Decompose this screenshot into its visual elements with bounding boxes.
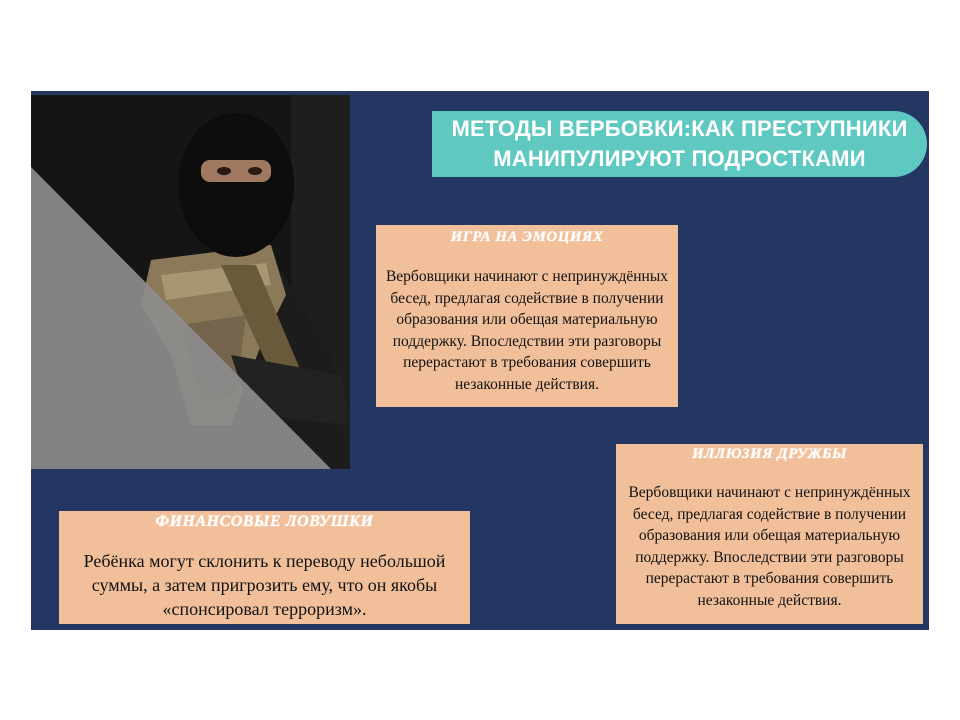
title-banner xyxy=(432,111,927,177)
slide-title: МЕТОДЫ ВЕРБОВКИ:КАК ПРЕСТУПНИКИ МАНИПУЛИРУЮТ ПОДРОСТКАМИ xyxy=(451,116,908,171)
card-heading: ФИНАНСОВЫЕ ЛОВУШКИ xyxy=(155,513,374,530)
card-emotions xyxy=(376,225,678,407)
slide xyxy=(31,91,929,630)
card-heading: ИГРА НА ЭМОЦИЯХ xyxy=(450,229,604,245)
card-body: Вербовщики начинают с непринуждённых бесед, предлагая содействие в получении образования или обещая материальную поддержку. Впоследствии эти разговоры перерастают в требования совершить незаконные действия. xyxy=(628,484,911,609)
card-body: Вербовщики начинают с непринуждённых бесед, предлагая содействие в получении образования или обещая материальную поддержку. Впоследствии эти разговоры перерастают в требования совершить незаконные действия. xyxy=(385,268,669,393)
card-heading: ИЛЛЮЗИЯ ДРУЖБЫ xyxy=(691,446,848,462)
masked-person-photo xyxy=(31,95,350,469)
card-friendship xyxy=(616,444,923,624)
card-finance xyxy=(59,511,470,624)
masked-person-illustration xyxy=(31,95,350,469)
card-body: Ребёнка могут склонить к переводу небольшой суммы, а затем пригрозить ему, что он якобы «спонсировал терроризм». xyxy=(83,551,446,619)
